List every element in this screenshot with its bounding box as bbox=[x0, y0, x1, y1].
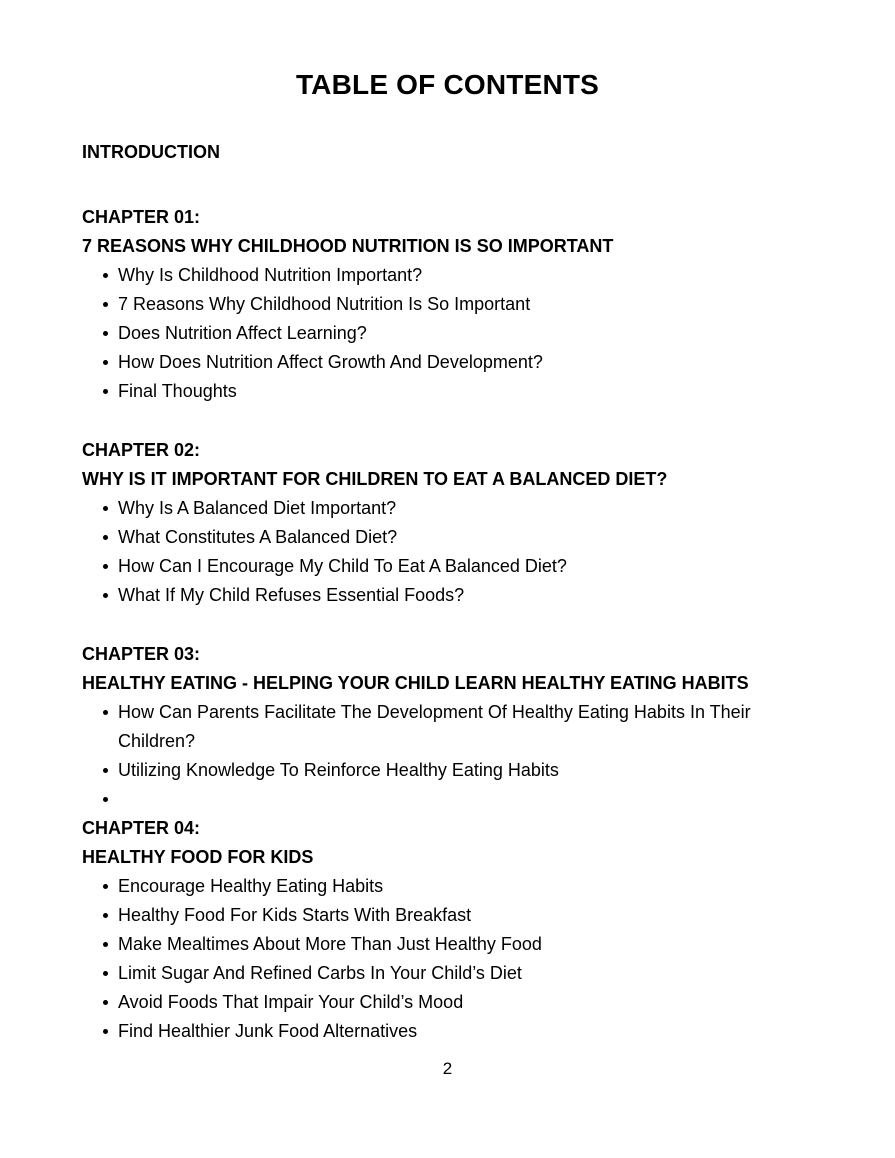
section-heading: CHAPTER 04: bbox=[82, 818, 201, 838]
page-number: 2 bbox=[442, 1059, 453, 1078]
toc-list bbox=[82, 872, 813, 1046]
page-title: TABLE OF CONTENTS bbox=[295, 69, 600, 100]
toc-list bbox=[82, 494, 813, 610]
toc-item bbox=[82, 785, 813, 814]
toc-list bbox=[82, 698, 813, 814]
toc-item: Final Thoughts bbox=[82, 377, 813, 406]
toc-item: Why Is A Balanced Diet Important? bbox=[82, 494, 813, 523]
toc-item: 7 Reasons Why Childhood Nutrition Is So Important bbox=[82, 290, 813, 319]
toc-item: Why Is Childhood Nutrition Important? bbox=[82, 261, 813, 290]
toc-item: Find Healthier Junk Food Alternatives bbox=[82, 1017, 813, 1046]
toc-item: Make Mealtimes About More Than Just Healthy Food bbox=[82, 930, 813, 959]
toc-sections bbox=[82, 138, 813, 1046]
toc-item: Does Nutrition Affect Learning? bbox=[82, 319, 813, 348]
toc-item: Utilizing Knowledge To Reinforce Healthy Eating Habits bbox=[82, 756, 813, 785]
toc-item: Avoid Foods That Impair Your Child’s Mood bbox=[82, 988, 813, 1017]
toc-item: How Can Parents Facilitate The Development Of Healthy Eating Habits In Their Children? bbox=[82, 698, 813, 756]
toc-item: How Does Nutrition Affect Growth And Development? bbox=[82, 348, 813, 377]
toc-section-chapter-03 bbox=[82, 640, 813, 814]
toc-item: Limit Sugar And Refined Carbs In Your Child’s Diet bbox=[82, 959, 813, 988]
toc-section-introduction bbox=[82, 138, 813, 167]
section-heading: WHY IS IT IMPORTANT FOR CHILDREN TO EAT A BALANCED DIET? bbox=[82, 469, 668, 489]
section-heading: HEALTHY FOOD FOR KIDS bbox=[82, 847, 314, 867]
toc-item: How Can I Encourage My Child To Eat A Balanced Diet? bbox=[82, 552, 813, 581]
section-heading: CHAPTER 03: bbox=[82, 644, 201, 664]
toc-list bbox=[82, 261, 813, 406]
toc-item: Healthy Food For Kids Starts With Breakfast bbox=[82, 901, 813, 930]
toc-section-chapter-01 bbox=[82, 203, 813, 406]
section-heading: 7 REASONS WHY CHILDHOOD NUTRITION IS SO IMPORTANT bbox=[82, 236, 614, 256]
toc-item: Encourage Healthy Eating Habits bbox=[82, 872, 813, 901]
section-heading: INTRODUCTION bbox=[82, 142, 220, 162]
section-heading: HEALTHY EATING - HELPING YOUR CHILD LEARN HEALTHY EATING HABITS bbox=[82, 673, 749, 693]
section-heading: CHAPTER 01: bbox=[82, 207, 201, 227]
toc-item: What Constitutes A Balanced Diet? bbox=[82, 523, 813, 552]
toc-section-chapter-02 bbox=[82, 436, 813, 610]
toc-item: What If My Child Refuses Essential Foods? bbox=[82, 581, 813, 610]
toc-section-chapter-04 bbox=[82, 814, 813, 1046]
section-heading: CHAPTER 02: bbox=[82, 440, 201, 460]
